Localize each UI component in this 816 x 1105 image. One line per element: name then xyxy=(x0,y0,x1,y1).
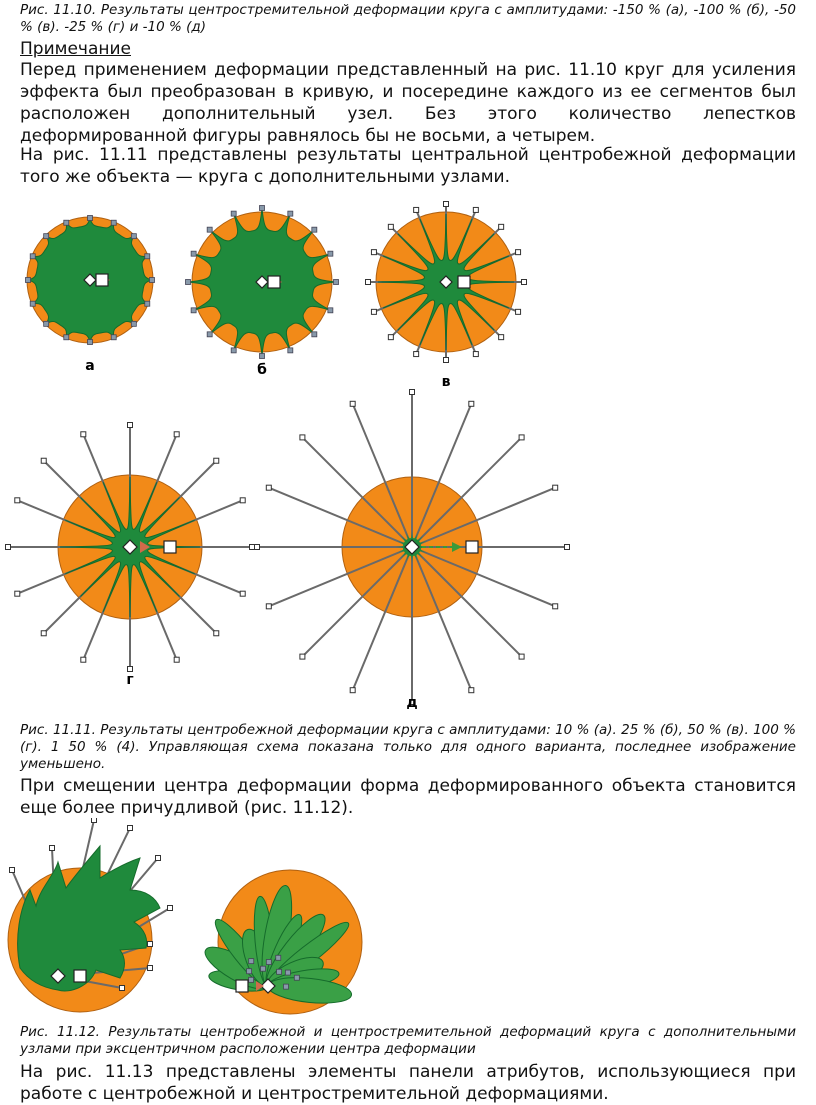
caption-fig-11-11: Рис. 11.11. Результаты центробежной деформации круга с амплитудами: 10 % (а). 25 % (б), 50 % (в). 100 % (г). 1 50 % (4). Управляющая схема показана только для одного варианта, последнее изображение уменьшено. xyxy=(20,722,796,772)
node-marker xyxy=(371,309,376,314)
node-marker xyxy=(312,332,317,337)
figure-11-12 xyxy=(0,818,816,1018)
node-marker xyxy=(371,250,376,255)
node-marker xyxy=(300,654,305,659)
node-marker xyxy=(191,308,196,313)
node-marker xyxy=(410,390,415,395)
node-marker xyxy=(516,309,521,314)
node-marker xyxy=(168,906,173,911)
node-marker xyxy=(266,485,271,490)
amplitude-handle-square xyxy=(96,274,108,286)
node-marker xyxy=(312,227,317,232)
node-marker xyxy=(174,657,179,662)
figure-eccentric-centrifugal xyxy=(8,818,173,1012)
node-marker xyxy=(88,340,93,345)
amplitude-handle-square xyxy=(74,970,86,982)
node-marker xyxy=(50,846,55,851)
node-marker xyxy=(350,401,355,406)
node-marker xyxy=(469,401,474,406)
node-marker xyxy=(92,818,97,823)
paragraph-fig-11-12: При смещении центра деформации форма деформированного объекта становится еще более причудливой (рис. 11.12). xyxy=(20,776,796,818)
node-marker xyxy=(30,254,35,259)
node-marker xyxy=(249,959,254,964)
node-marker xyxy=(131,234,136,239)
node-marker xyxy=(131,321,136,326)
node-marker xyxy=(88,216,93,221)
node-marker xyxy=(6,545,11,550)
node-marker xyxy=(148,966,153,971)
node-marker xyxy=(26,278,31,283)
node-marker xyxy=(350,688,355,693)
node-marker xyxy=(145,254,150,259)
amplitude-handle-square xyxy=(164,541,176,553)
node-marker xyxy=(565,545,570,550)
node-marker xyxy=(240,498,245,503)
node-marker xyxy=(260,206,265,211)
node-marker xyxy=(240,591,245,596)
node-marker xyxy=(214,458,219,463)
node-marker xyxy=(81,432,86,437)
figure-label-d: д xyxy=(406,695,418,711)
figure-a-circle xyxy=(26,216,155,345)
node-marker xyxy=(128,423,133,428)
node-marker xyxy=(174,432,179,437)
amplitude-handle-square xyxy=(268,276,280,288)
node-marker xyxy=(276,955,281,960)
node-marker xyxy=(553,604,558,609)
node-marker xyxy=(148,942,153,947)
figure-11-11 xyxy=(0,192,816,712)
node-marker xyxy=(41,631,46,636)
node-marker xyxy=(388,335,393,340)
node-marker xyxy=(247,969,252,974)
note-text: Перед применением деформации представленный на рис. 11.10 круг для усиления эффекта был преобразован в кривую, и посередине каждого из ее сегментов был расположен дополнительный узел. Без этого количество лепестков деформированной фигуры равнялось бы не восьми, а четырем. xyxy=(20,60,796,146)
node-marker xyxy=(207,332,212,337)
node-marker xyxy=(30,301,35,306)
node-marker xyxy=(186,280,191,285)
node-marker xyxy=(260,354,265,359)
node-marker xyxy=(250,545,255,550)
node-marker xyxy=(128,826,133,831)
node-marker xyxy=(261,966,266,971)
node-marker xyxy=(207,227,212,232)
node-marker xyxy=(231,348,236,353)
node-marker xyxy=(128,667,133,672)
node-marker xyxy=(111,335,116,340)
node-marker xyxy=(300,435,305,440)
node-marker xyxy=(277,969,282,974)
node-marker xyxy=(191,251,196,256)
node-marker xyxy=(145,301,150,306)
node-marker xyxy=(156,856,161,861)
node-marker xyxy=(294,975,299,980)
node-marker xyxy=(328,308,333,313)
node-marker xyxy=(388,224,393,229)
node-marker xyxy=(120,986,125,991)
figure-d-circle xyxy=(255,390,570,705)
node-marker xyxy=(283,984,288,989)
node-marker xyxy=(519,435,524,440)
node-marker xyxy=(41,458,46,463)
node-marker xyxy=(469,688,474,693)
node-marker xyxy=(64,220,69,225)
node-marker xyxy=(255,545,260,550)
node-marker xyxy=(231,211,236,216)
node-marker xyxy=(266,960,271,965)
node-marker xyxy=(214,631,219,636)
amplitude-handle-square xyxy=(236,980,248,992)
node-marker xyxy=(516,250,521,255)
node-marker xyxy=(499,335,504,340)
node-marker xyxy=(499,224,504,229)
paragraph-fig-11-13: На рис. 11.13 представлены элементы панели атрибутов, использующиеся при работе с центробежной и центростремительной деформациями. xyxy=(20,1062,796,1104)
caption-fig-11-10: Рис. 11.10. Результаты центростремительной деформации круга с амплитудами: -150 % (а), -100 % (б), -50 % (в). -25 % (г) и -10 % (д) xyxy=(20,2,796,35)
node-marker xyxy=(414,352,419,357)
node-marker xyxy=(249,977,254,982)
node-marker xyxy=(266,604,271,609)
node-marker xyxy=(15,591,20,596)
node-marker xyxy=(44,234,49,239)
amplitude-handle-square xyxy=(466,541,478,553)
node-marker xyxy=(328,251,333,256)
node-marker xyxy=(444,202,449,207)
node-marker xyxy=(334,280,339,285)
figure-label-v: в xyxy=(441,374,451,390)
caption-fig-11-12: Рис. 11.12. Результаты центробежной и центростремительной деформаций круга с дополнительными узлами при эксцентричном расположении центра деформации xyxy=(20,1024,796,1057)
note-heading: Примечание xyxy=(20,39,131,59)
node-marker xyxy=(111,220,116,225)
node-marker xyxy=(414,207,419,212)
figure-label-a: а xyxy=(85,358,95,374)
node-marker xyxy=(366,280,371,285)
node-marker xyxy=(444,358,449,363)
node-marker xyxy=(44,321,49,326)
node-marker xyxy=(288,211,293,216)
figure-label-b: б xyxy=(257,362,267,378)
figure-label-g: г xyxy=(126,672,134,688)
figure-eccentric-centripetal xyxy=(200,870,362,1014)
node-marker xyxy=(64,335,69,340)
node-marker xyxy=(473,207,478,212)
node-marker xyxy=(553,485,558,490)
node-marker xyxy=(81,657,86,662)
node-marker xyxy=(150,278,155,283)
figure-b-circle xyxy=(186,206,339,359)
node-marker xyxy=(519,654,524,659)
paragraph-fig-11-11: На рис. 11.11 представлены результаты центральной центробежной деформации того же объекта — круга с дополнительными узлами. xyxy=(20,145,796,187)
node-marker xyxy=(473,352,478,357)
node-marker xyxy=(522,280,527,285)
amplitude-handle-square xyxy=(458,276,470,288)
node-marker xyxy=(10,868,15,873)
figure-v-circle xyxy=(366,202,527,363)
node-marker xyxy=(15,498,20,503)
node-marker xyxy=(288,348,293,353)
figure-g-circle xyxy=(6,423,255,672)
node-marker xyxy=(285,970,290,975)
